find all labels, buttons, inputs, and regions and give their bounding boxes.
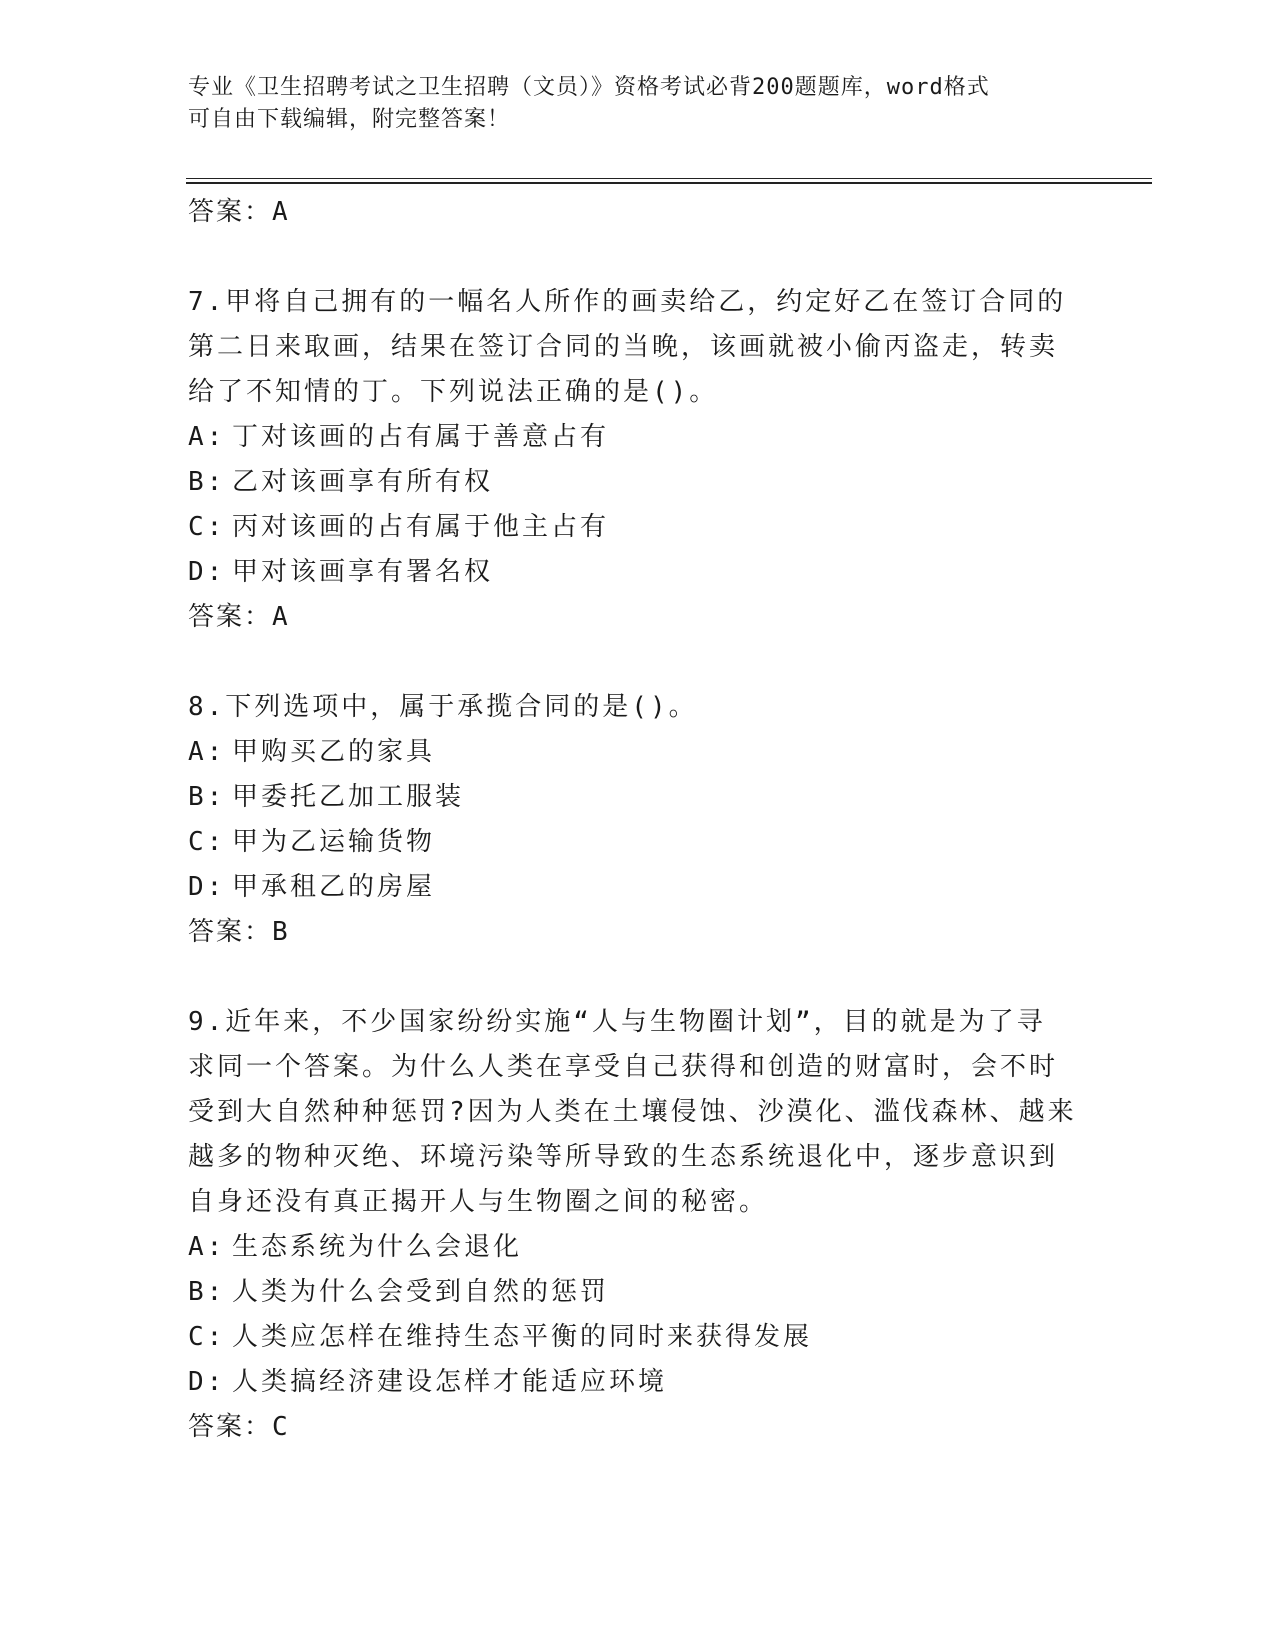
option-a: [188, 1225, 1088, 1270]
option-text: 人类应怎样在维持生态平衡的同时来获得发展: [232, 1322, 813, 1352]
question-7: [188, 280, 1088, 640]
option-text: 生态系统为什么会退化: [232, 1232, 523, 1262]
option-a: [188, 415, 1088, 460]
answer-label: 答案：: [188, 1412, 273, 1442]
question-line: 8.下列选项中，属于承揽合同的是()。: [188, 692, 698, 722]
answer-value: A: [272, 602, 291, 632]
option-key: B:: [188, 782, 226, 812]
question-9: [188, 1000, 1088, 1450]
question-line: 越多的物种灭绝、环境污染等所导致的生态系统退化中，逐步意识到: [188, 1142, 1059, 1172]
option-a: [188, 730, 1088, 775]
question-line: 给了不知情的丁。下列说法正确的是()。: [188, 377, 719, 407]
option-c: [188, 1315, 1088, 1360]
option-d: [188, 1360, 1088, 1405]
option-c: [188, 505, 1088, 550]
option-key: D:: [188, 1367, 226, 1397]
option-text: 甲承租乙的房屋: [232, 872, 436, 902]
option-key: A:: [188, 1232, 226, 1262]
header-line-2: 可自由下载编辑，附完整答案！: [188, 107, 511, 132]
option-key: C:: [188, 827, 226, 857]
question-line: 求同一个答案。为什么人类在享受自己获得和创造的财富时，会不时: [188, 1052, 1059, 1082]
answer-value: C: [272, 1412, 291, 1442]
answer-line: [188, 595, 1088, 640]
header-line-1: 专业《卫生招聘考试之卫生招聘（文员）》资格考试必背200题题库，word格式: [188, 75, 990, 100]
document-body: [188, 190, 1088, 1495]
answer-label: 答案：: [188, 197, 273, 227]
question-line: 自身还没有真正揭开人与生物圈之间的秘密。: [188, 1187, 769, 1217]
question-line: 第二日来取画，结果在签订合同的当晚，该画就被小偷丙盗走，转卖: [188, 332, 1059, 362]
answer-label: 答案：: [188, 602, 273, 632]
option-text: 人类为什么会受到自然的惩罚: [232, 1277, 610, 1307]
answer-line: [188, 1405, 1088, 1450]
document-header: [188, 72, 1088, 136]
answer-value: A: [272, 197, 291, 227]
option-key: B:: [188, 467, 226, 497]
answer-value: B: [272, 917, 291, 947]
option-text: 甲委托乙加工服装: [232, 782, 465, 812]
question-text: [188, 685, 1088, 730]
answer-line: [188, 190, 1088, 235]
question-line: 9.近年来，不少国家纷纷实施“人与生物圈计划”，目的就是为了寻: [188, 1007, 1046, 1037]
option-key: C:: [188, 1322, 226, 1352]
option-d: [188, 550, 1088, 595]
option-b: [188, 775, 1088, 820]
option-text: 丁对该画的占有属于善意占有: [232, 422, 610, 452]
question-line: 受到大自然种种惩罚?因为人类在土壤侵蚀、沙漠化、滥伐森林、越来: [188, 1097, 1077, 1127]
option-key: A:: [188, 422, 226, 452]
option-text: 人类搞经济建设怎样才能适应环境: [232, 1367, 668, 1397]
question-text: [188, 1000, 1088, 1225]
question-text: [188, 280, 1088, 415]
answer-label: 答案：: [188, 917, 273, 947]
option-key: C:: [188, 512, 226, 542]
option-text: 丙对该画的占有属于他主占有: [232, 512, 610, 542]
option-key: D:: [188, 557, 226, 587]
option-key: D:: [188, 872, 226, 902]
option-text: 乙对该画享有所有权: [232, 467, 494, 497]
option-text: 甲为乙运输货物: [232, 827, 436, 857]
answer-line: [188, 910, 1088, 955]
option-text: 甲购买乙的家具: [232, 737, 436, 767]
option-key: A:: [188, 737, 226, 767]
header-divider: [186, 178, 1152, 184]
question-8: [188, 685, 1088, 955]
question-line: 7.甲将自己拥有的一幅名人所作的画卖给乙，约定好乙在签订合同的: [188, 287, 1067, 317]
option-key: B:: [188, 1277, 226, 1307]
option-b: [188, 460, 1088, 505]
option-d: [188, 865, 1088, 910]
option-text: 甲对该画享有署名权: [232, 557, 494, 587]
option-c: [188, 820, 1088, 865]
option-b: [188, 1270, 1088, 1315]
